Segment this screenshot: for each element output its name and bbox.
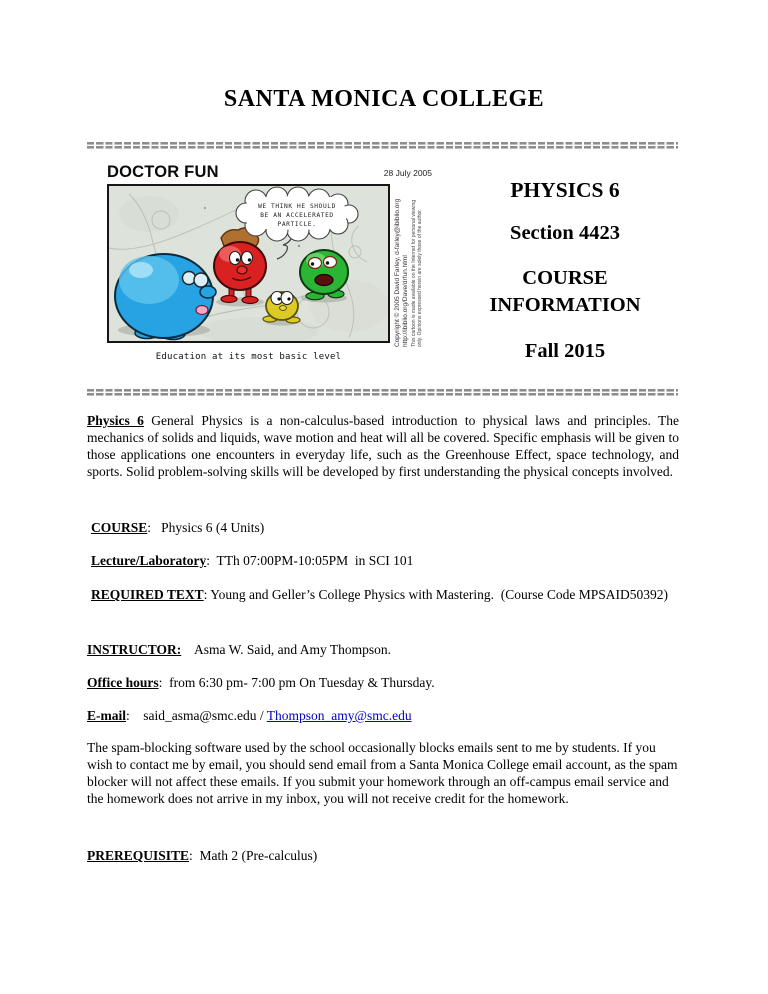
spam-paragraph: The spam-blocking software used by the school occasionally blocks emails sent to me by students. If you wish to contact me by email, you should send email from a Santa Monica College email account, as the spam blocker will not affect these emails. If you submit your homework through an off-campus email service and the homework does not arrive in my inbox, you will not receive credit for the homework.: [87, 740, 678, 806]
office-hours-label: Office hours: [87, 675, 159, 690]
course-label: COURSE: [91, 520, 148, 535]
page-title: SANTA MONICA COLLEGE: [223, 86, 545, 112]
course-section: Section 4423: [510, 222, 620, 244]
course-header-block: [440, 176, 690, 376]
lecture-value: : TTh 07:00PM-10:05PM in SCI 101: [206, 553, 414, 568]
required-text-value: : Young and Geller’s College Physics with Mastering. (Course Code MPSAID50392): [203, 587, 669, 602]
email-line: [87, 707, 679, 724]
section-divider-bottom: [87, 388, 678, 397]
lecture-label: Lecture/Laboratory: [91, 553, 207, 568]
instructor-line: [87, 641, 679, 658]
comic-panel: [107, 184, 390, 343]
required-text-line: [87, 586, 683, 603]
prerequisite-line: [87, 847, 679, 864]
intro-paragraph: [87, 412, 679, 480]
intro-label: Physics 6: [87, 413, 144, 428]
comic-copyright: [394, 187, 424, 347]
bubble-text-line3: PARTICLE.: [277, 221, 317, 228]
prerequisite-label: PREREQUISITE: [87, 848, 190, 863]
course-info-line1: COURSE: [522, 267, 608, 289]
course-line: [87, 519, 683, 536]
disclaimer-line1: This cartoon is made available on the Internet for personal viewing: [411, 199, 417, 347]
instructor-value: Asma W. Said, and Amy Thompson.: [181, 642, 392, 657]
lecture-line: [87, 552, 683, 569]
instructor-label: INSTRUCTOR:: [87, 642, 182, 657]
email-link[interactable]: Thompson_amy@smc.edu: [266, 708, 412, 723]
required-text-label: REQUIRED TEXT: [91, 587, 204, 602]
copyright-line2: http://ibiblio.org/Dave/drfun.html: [401, 255, 409, 347]
course-term: Fall 2015: [524, 340, 606, 362]
email-text: : said_asma@smc.edu /: [126, 708, 267, 723]
course-name: PHYSICS 6: [510, 178, 620, 202]
bubble-text-line1: WE THINK HE SHOULD: [258, 203, 336, 210]
comic-disclaimer: [412, 187, 424, 347]
comic-copyright-text: [394, 187, 409, 347]
comic-date: 28 July 2005: [383, 168, 432, 178]
comic-caption: Education at its most basic level: [155, 352, 342, 362]
course-value: : Physics 6 (4 Units): [147, 520, 265, 535]
office-hours-line: [87, 674, 679, 691]
comic-illustration: [109, 186, 388, 341]
email-label: E-mail: [87, 708, 126, 723]
copyright-line1: Copyright © 2005 David Farley, d-farley@ibiblio.org: [394, 198, 401, 347]
intro-text: General Physics is a non-calculus-based introduction to physical laws and principles. The mechanics of solids and liquids, wave motion and heat will all be covered. Specific emphasis will be given to those applications one encounters in everyday life, such as the Greenhouse Effect, space technology, and sports. Solid problem-solving skills will be developed by first understanding the physical concepts involved.: [87, 413, 679, 479]
office-hours-value: : from 6:30 pm- 7:00 pm On Tuesday & Thursday.: [158, 675, 435, 690]
bubble-text-line2: BE AN ACCELERATED: [260, 212, 334, 219]
green-blob-character: [300, 250, 348, 303]
section-divider-top: [87, 141, 678, 150]
comic-strip-title: DOCTOR FUN: [107, 163, 219, 181]
course-info-line2: INFORMATION: [489, 294, 641, 316]
disclaimer-line2: only. Opinions expressed herein are solely those of the author.: [416, 208, 423, 347]
prerequisite-value: : Math 2 (Pre-calculus): [189, 848, 318, 863]
